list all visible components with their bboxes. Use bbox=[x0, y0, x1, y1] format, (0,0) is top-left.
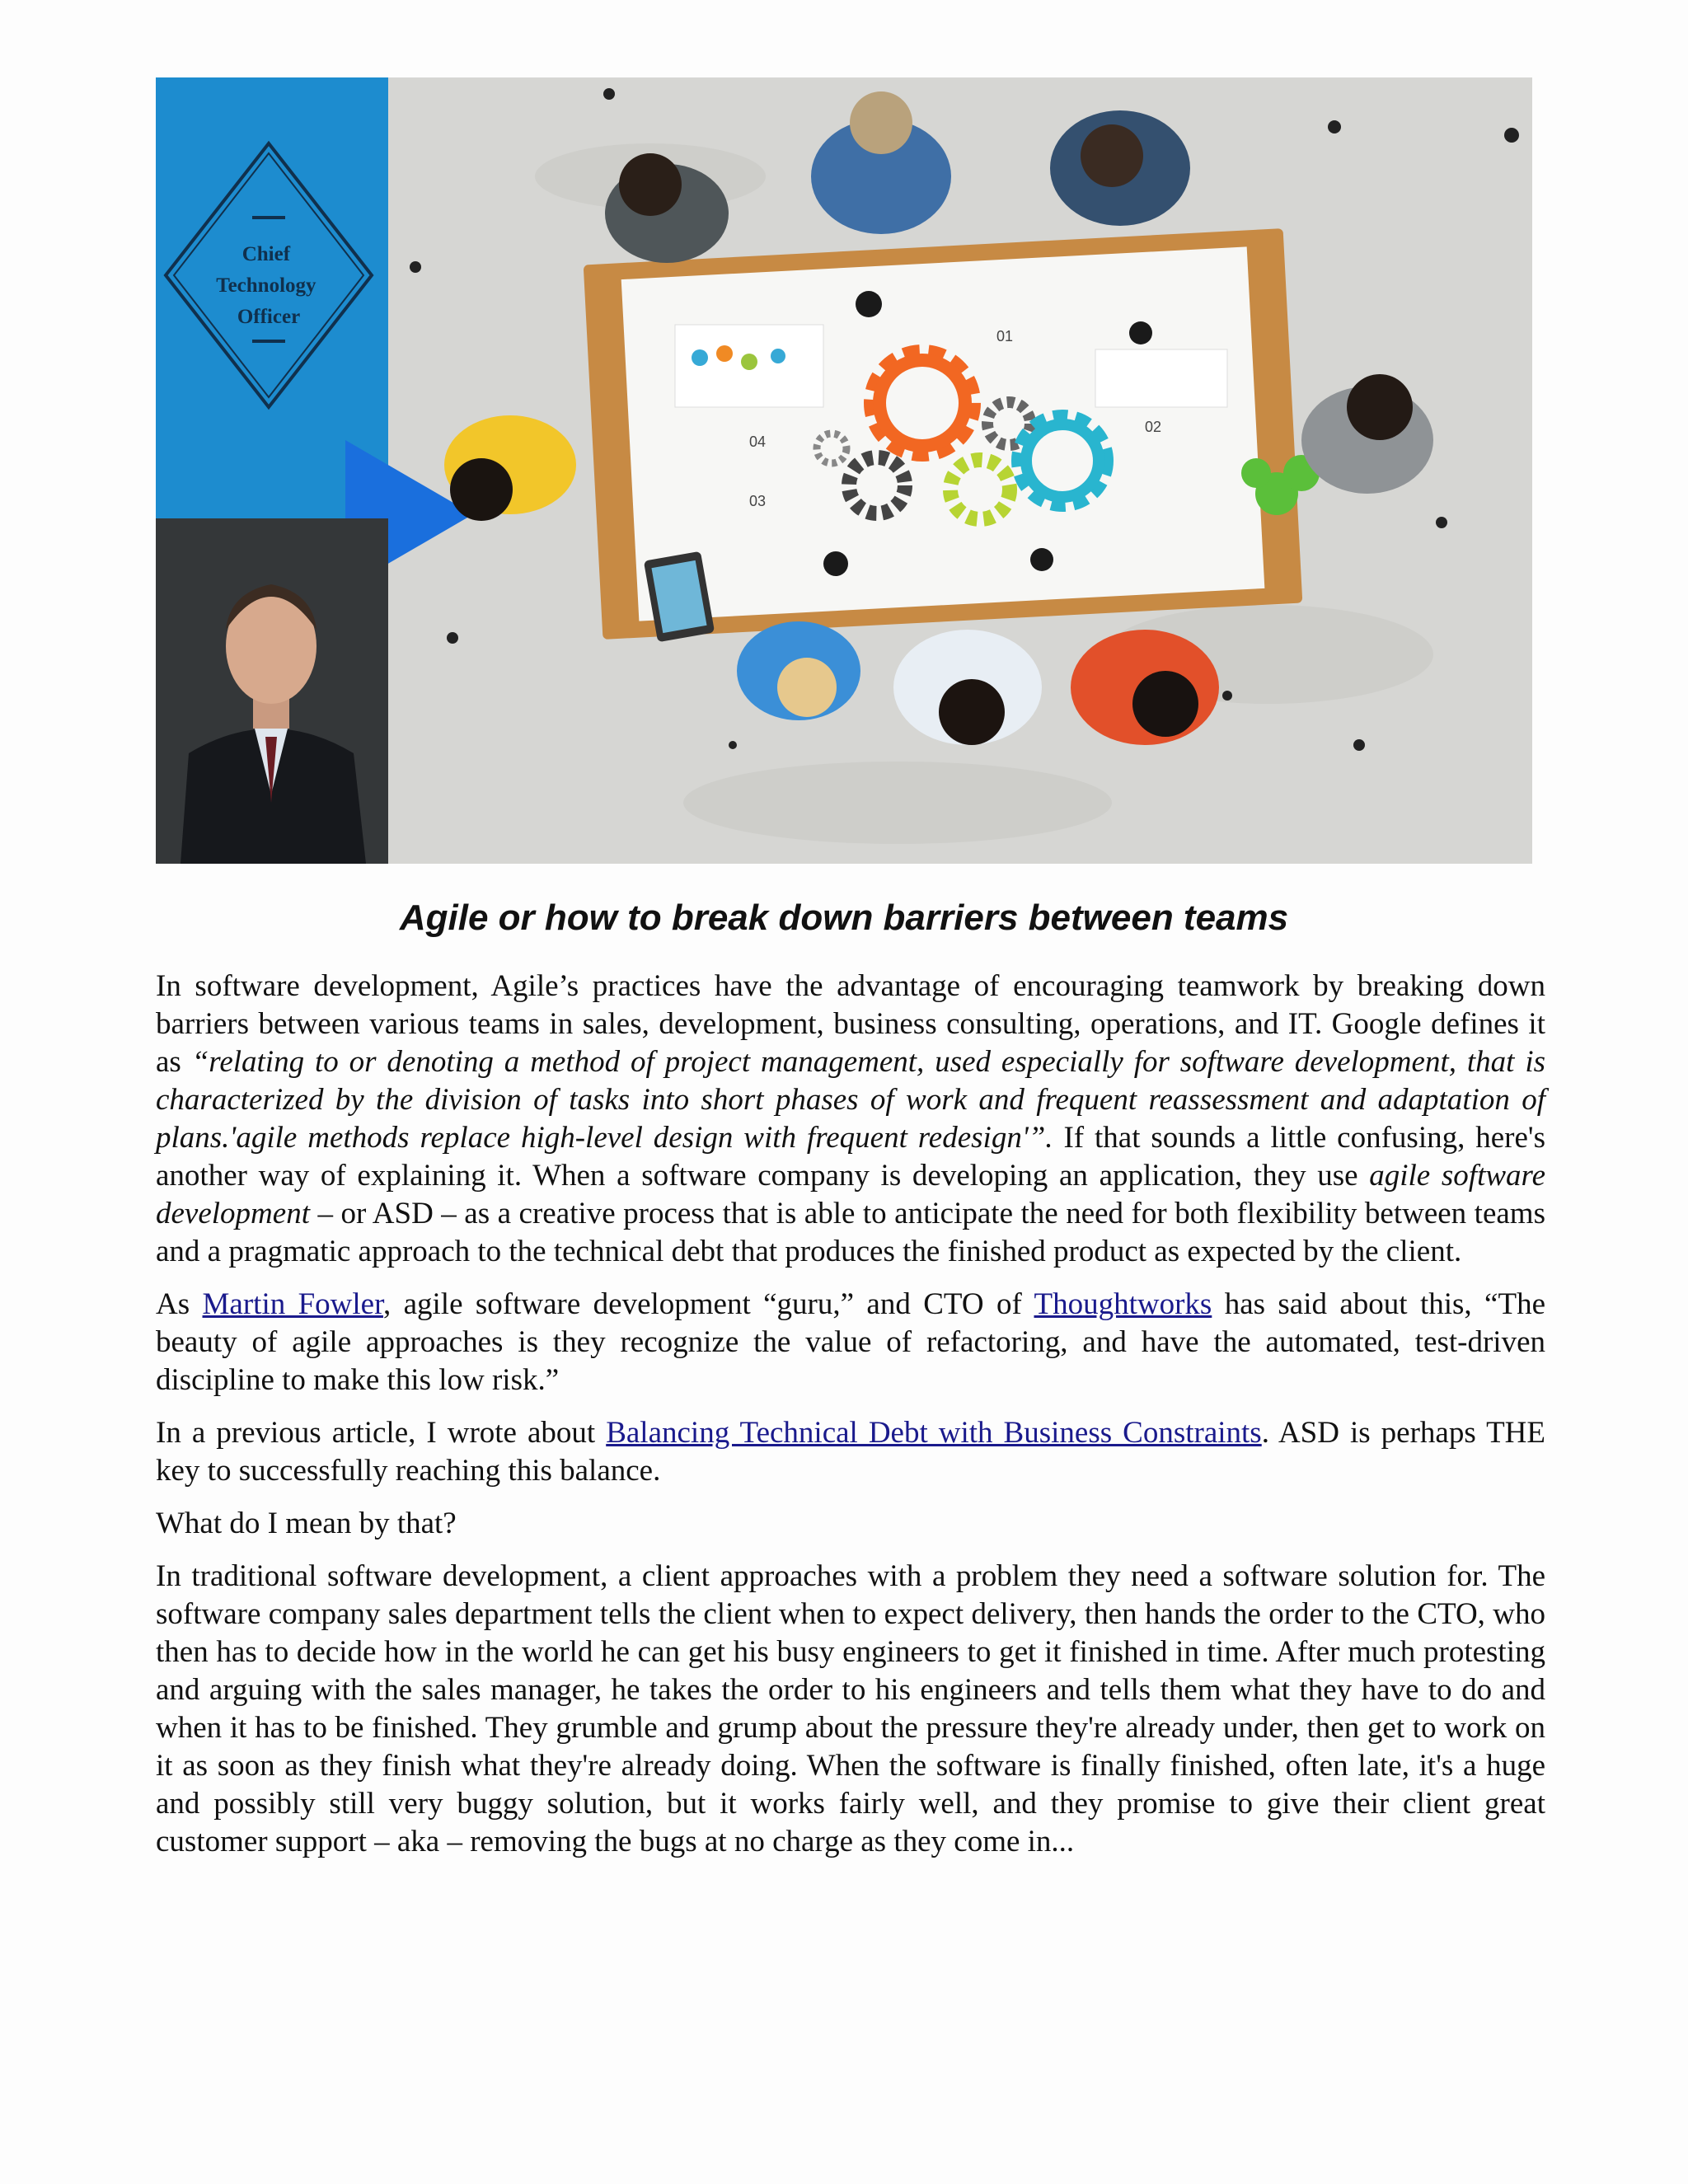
paragraph-5: In traditional software development, a client approaches with a problem they need a software solution for. The software company sales department tells the client when to expect delivery, then hands the order to the CTO, who then has to decide how in the world he can get his busy engineers to get it finished in time. After much protesting and arguing with the sales manager, he takes the order to his engineers and tells them what they have to do and when it has to be finished. They grumble and grump about the pressure they're already under, then get to work on it as soon as they finish what they're already doing. When the software is finally finished, often late, it's a huge and possibly still very buggy solution, but it works fairly well, and they promise to give their client great customer support – aka – removing the bugs at no charge as they come in... bbox=[156, 1559, 1545, 1858]
card-label-02: 02 bbox=[1145, 419, 1162, 435]
martin-fowler-link[interactable]: Martin Fowler bbox=[202, 1287, 383, 1321]
article-body bbox=[156, 968, 1545, 1876]
card-label-04: 04 bbox=[749, 434, 767, 450]
paragraph-3: In a previous article, I wrote about Balancing Technical Debt with Business Constraints. ASD is perhaps THE key to successfully reaching this balance. bbox=[156, 1416, 1545, 1488]
badge-line-2: Technology bbox=[216, 274, 316, 297]
paragraph-1: In software development, Agile’s practices have the advantage of encouraging teamwork by breaking down barriers between various teams in sales, development, business consulting, operations, and IT. Google defines it as “relating to or denoting a method of project management, used especially for software development, that is characterized by the division of tasks into short phases of work and frequent reassessment and adaptation of plans.'agile methods replace high-level design with frequent redesign'”. If that sounds a little confusing, here's another way of explaining it. When a software company is developing an application, they use agile software development – or ASD – as a creative process that is able to anticipate the need for both flexibility between teams and a pragmatic approach to the technical debt that produces the finished product as expected by the client. bbox=[156, 969, 1545, 1268]
technical-debt-article-link[interactable]: Balancing Technical Debt with Business Constraints bbox=[606, 1416, 1262, 1450]
google-definition-quote: “relating to or denoting a method of project management, used especially for software development, that is characterized by the division of tasks into short phases of work and frequent reassessment and adaptation of plans.'agile methods replace high-level design with frequent redesign'”. bbox=[156, 1045, 1545, 1155]
paragraph-2: As Martin Fowler, agile software development “guru,” and CTO of Thoughtworks has said about this, “The beauty of agile approaches is they recognize the value of refactoring, and have the automated, test-driven discipline to make this low risk.” bbox=[156, 1287, 1546, 1397]
author-portrait bbox=[156, 518, 388, 864]
paragraph-4: What do I mean by that? bbox=[156, 1507, 457, 1540]
thoughtworks-link[interactable]: Thoughtworks bbox=[1034, 1287, 1212, 1321]
article-title: Agile or how to break down barriers between teams bbox=[399, 898, 1289, 938]
card-label-01: 01 bbox=[996, 328, 1014, 344]
badge-line-3: Officer bbox=[237, 306, 301, 328]
asd-term: agile software development bbox=[156, 1159, 1545, 1230]
card-label-03: 03 bbox=[749, 493, 767, 509]
hero-image bbox=[156, 77, 1532, 864]
badge-line-1: Chief bbox=[241, 243, 291, 265]
